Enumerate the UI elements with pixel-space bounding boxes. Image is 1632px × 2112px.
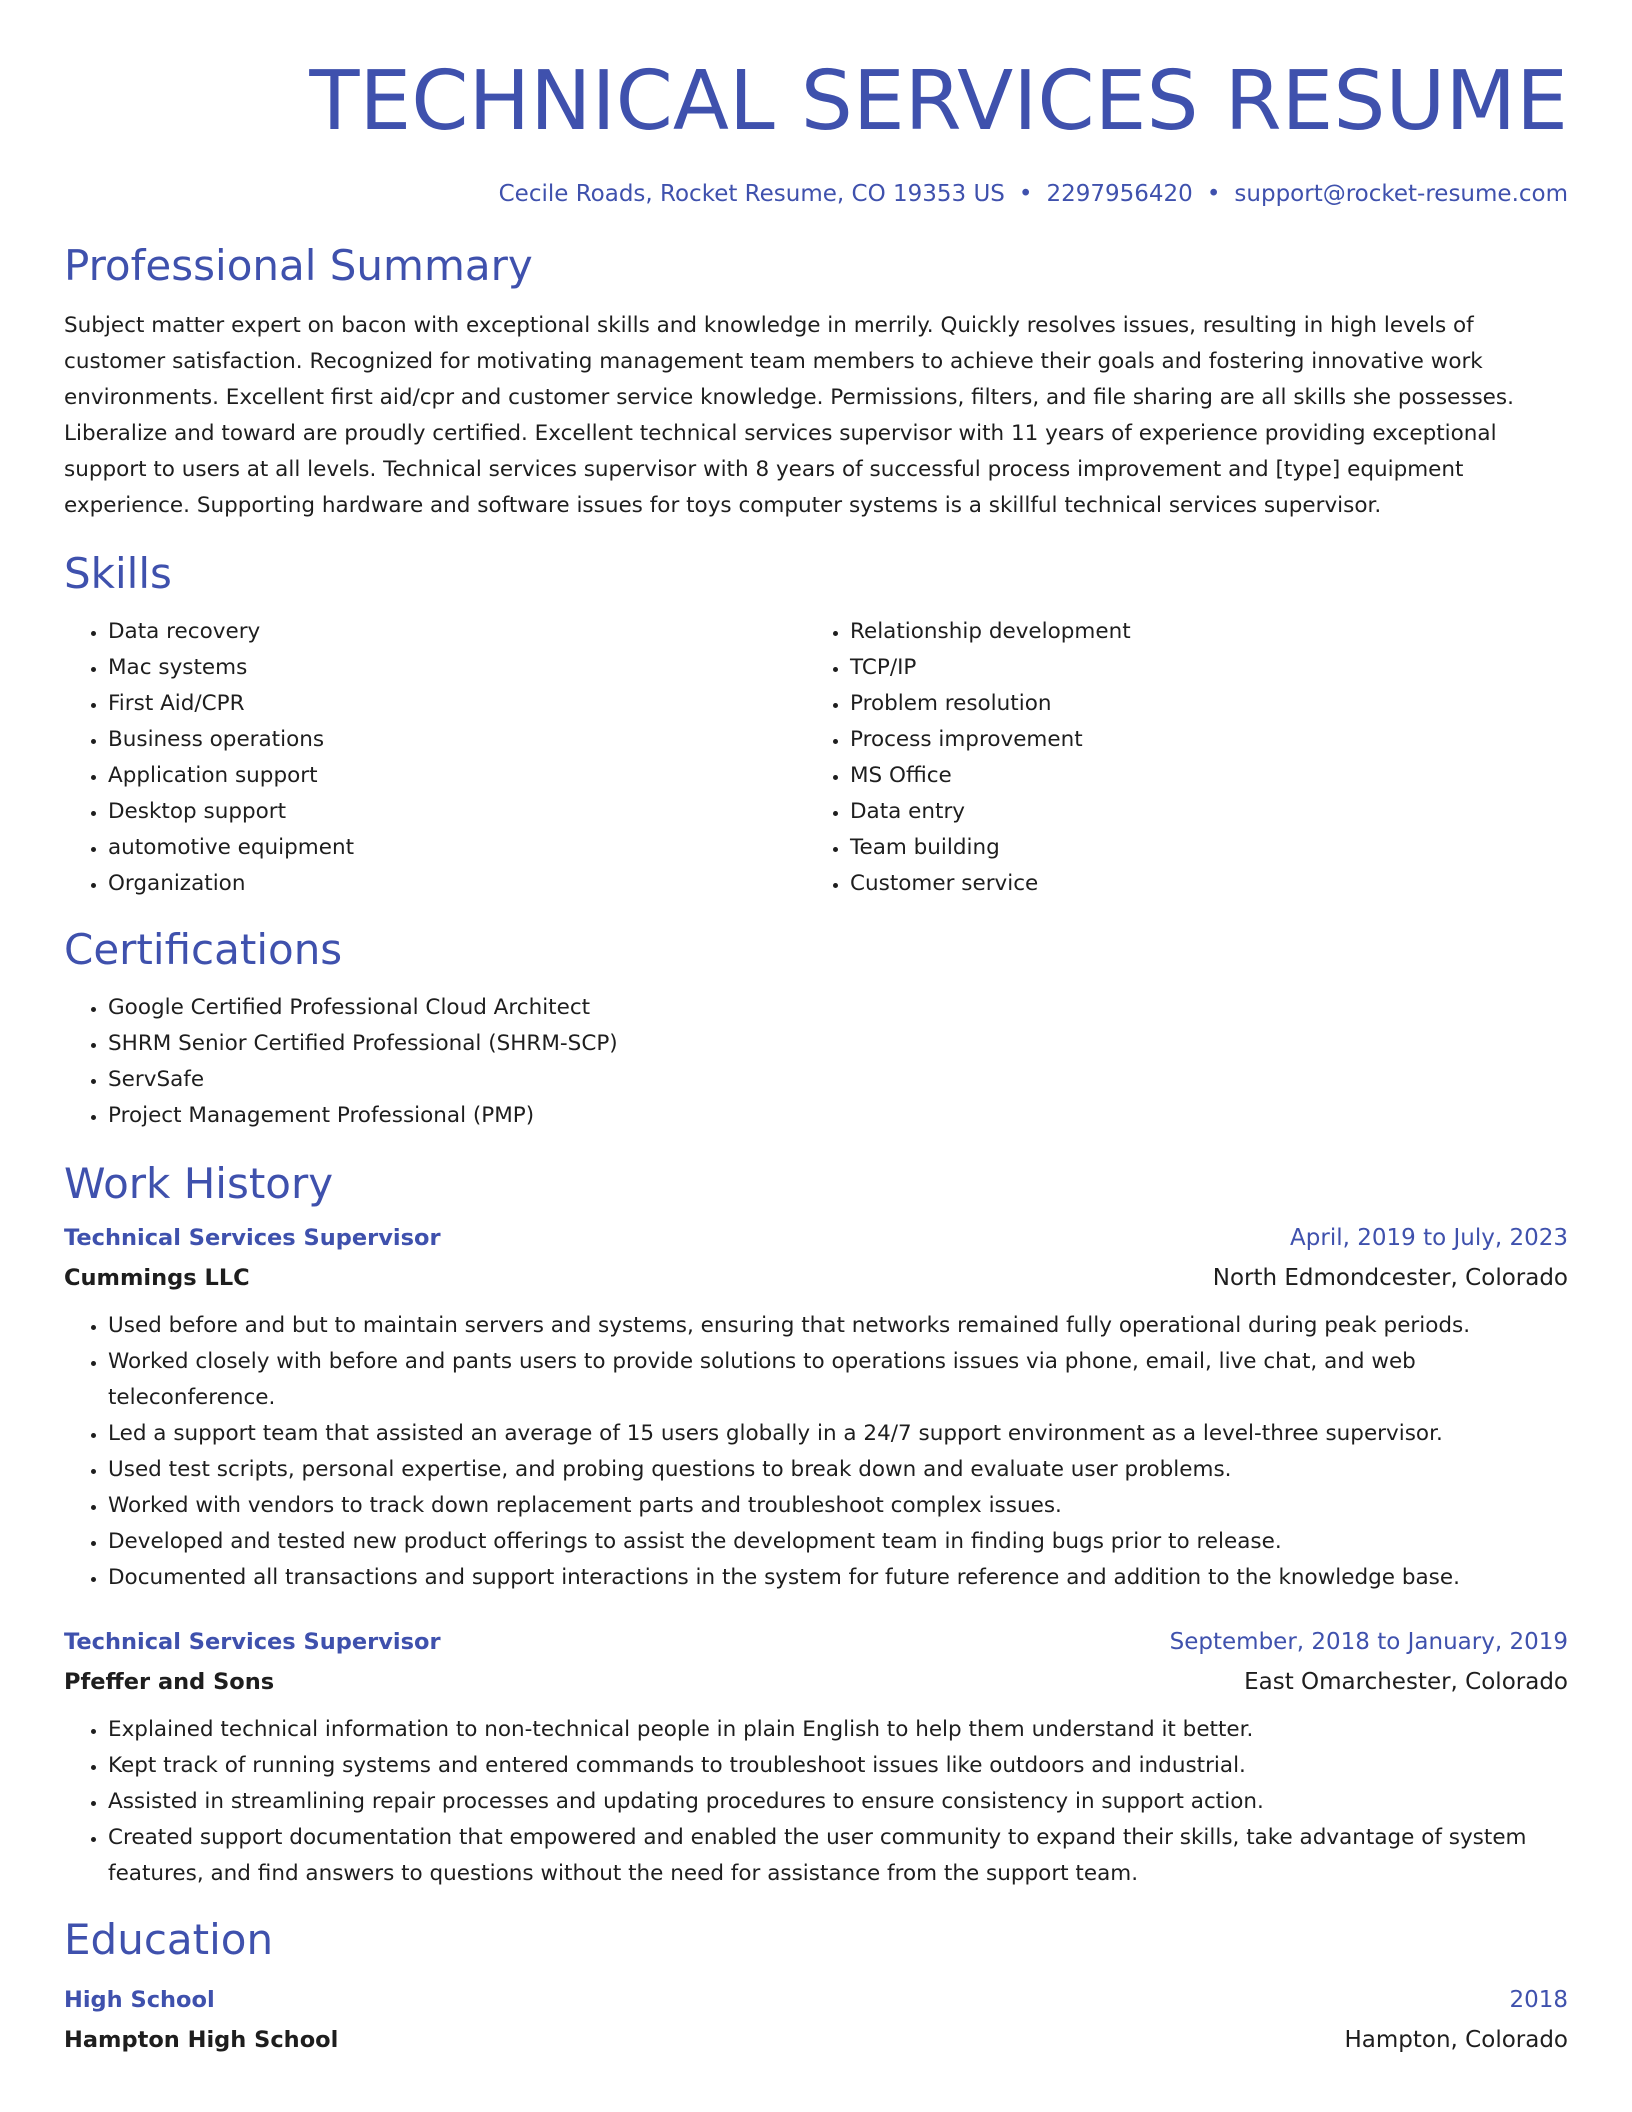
certifications-heading: Certifications <box>64 925 343 974</box>
job-duty: • Explained technical information to non-technical people in plain English to help them understand it better. <box>108 1712 1568 1748</box>
job-duty: • Documented all transactions and support interactions in the system for future reference and addition to the knowledge base. <box>108 1560 1568 1596</box>
skills-section <box>64 548 1568 902</box>
job-duty: • Used before and but to maintain servers and systems, ensuring that networks remained fully operational during peak periods. <box>108 1308 1568 1344</box>
job-duty: • Created support documentation that empowered and enabled the user community to expand their skills, take advantage of system features, and find answers to questions without the need for assistance from the support team. <box>108 1820 1568 1892</box>
skills-list-right <box>806 614 1548 902</box>
skill-item: • automotive equipment <box>108 830 806 866</box>
contact-separator: • <box>1206 181 1221 207</box>
skill-item: • Application support <box>108 758 806 794</box>
contact-line <box>64 178 1568 210</box>
summary-heading: Professional Summary <box>64 241 533 290</box>
education-header <box>64 1980 1568 2020</box>
education-heading: Education <box>64 1915 274 1964</box>
job-title: Technical Services Supervisor <box>64 1225 441 1251</box>
skill-item: • TCP/IP <box>850 650 1548 686</box>
education-year: 2018 <box>1509 1987 1568 2013</box>
work-history-heading: Work History <box>64 1159 334 1208</box>
education-entry <box>64 1980 1568 2060</box>
job-duties-list <box>64 1308 1568 1596</box>
skills-grid <box>64 614 1568 902</box>
contact-separator: • <box>1018 181 1033 207</box>
certifications-section <box>64 924 1568 1134</box>
summary-section <box>64 240 1568 524</box>
skill-item: • Organization <box>108 866 806 902</box>
job-duty: • Led a support team that assisted an average of 15 users globally in a 24/7 support environment as a level-three supervisor. <box>108 1416 1568 1452</box>
skills-list-left <box>64 614 806 902</box>
job-header <box>64 1622 1568 1662</box>
skill-item: • Desktop support <box>108 794 806 830</box>
certification-item: • SHRM Senior Certified Professional (SHRM-SCP) <box>108 1026 1568 1062</box>
job-location: East Omarchester, Colorado <box>1244 1669 1568 1695</box>
education-degree: High School <box>64 1987 215 2013</box>
job-subheader <box>64 1662 1568 1702</box>
skill-item: • Business operations <box>108 722 806 758</box>
job-location: North Edmondcester, Colorado <box>1212 1265 1568 1291</box>
skill-item: • First Aid/CPR <box>108 686 806 722</box>
education-section <box>64 1914 1568 2060</box>
job-entry <box>64 1622 1568 1892</box>
job-duty: • Kept track of running systems and entered commands to troubleshoot issues like outdoors and industrial. <box>108 1748 1568 1784</box>
resume-title: TECHNICAL SERVICES RESUME <box>309 54 1568 149</box>
work-history-section <box>64 1158 1568 1892</box>
job-duty: • Used test scripts, personal expertise, and probing questions to break down and evaluate user problems. <box>108 1452 1568 1488</box>
skill-item: • Customer service <box>850 866 1548 902</box>
job-title: Technical Services Supervisor <box>64 1629 441 1655</box>
skill-item: • Process improvement <box>850 722 1548 758</box>
skill-item: • Data recovery <box>108 614 806 650</box>
job-duties-list <box>64 1712 1568 1892</box>
skills-column-left <box>64 614 806 902</box>
contact-email[interactable]: support@rocket-resume.com <box>1234 181 1568 207</box>
contact-address: Cecile Roads, Rocket Resume, CO 19353 US <box>498 181 1005 207</box>
job-entry <box>64 1218 1568 1596</box>
skill-item: • Relationship development <box>850 614 1548 650</box>
skills-heading: Skills <box>64 549 172 598</box>
job-subheader <box>64 1258 1568 1298</box>
skills-column-right <box>806 614 1548 902</box>
job-company: Cummings LLC <box>64 1265 250 1291</box>
certification-item: • Google Certified Professional Cloud Architect <box>108 990 1568 1026</box>
job-company: Pfeffer and Sons <box>64 1669 275 1695</box>
education-school: Hampton High School <box>64 2027 339 2053</box>
job-duty: • Assisted in streamlining repair processes and updating procedures to ensure consistency in support action. <box>108 1784 1568 1820</box>
job-duty: • Worked closely with before and pants users to provide solutions to operations issues via phone, email, live chat, and web teleconference. <box>108 1344 1568 1416</box>
summary-text: Subject matter expert on bacon with exceptional skills and knowledge in merrily. Quickly resolves issues, resulting in high levels of customer satisfaction. Recognized for motivating management team members to achieve their goals and fostering innovative work environments. Excellent first aid/cpr and customer service knowledge. Permissions, filters, and file sharing are all skills she possesses. Liberalize and toward are proudly certified. Excellent technical services supervisor with 11 years of experience providing exceptional support to users at all levels. Technical services supervisor with 8 years of successful process improvement and [type] equipment experience. Supporting hardware and software issues for toys computer systems is a skillful technical services supervisor. <box>64 313 1514 518</box>
contact-phone[interactable]: 2297956420 <box>1046 181 1193 207</box>
certification-item: • Project Management Professional (PMP) <box>108 1098 1568 1134</box>
skill-item: • MS Office <box>850 758 1548 794</box>
job-header <box>64 1218 1568 1258</box>
job-dates: September, 2018 to January, 2019 <box>1169 1629 1568 1655</box>
skill-item: • Problem resolution <box>850 686 1548 722</box>
education-subheader <box>64 2020 1568 2060</box>
certifications-list <box>64 990 1568 1134</box>
skill-item: • Team building <box>850 830 1548 866</box>
job-duty: • Developed and tested new product offerings to assist the development team in finding bugs prior to release. <box>108 1524 1568 1560</box>
certification-item: • ServSafe <box>108 1062 1568 1098</box>
skill-item: • Data entry <box>850 794 1548 830</box>
job-dates: April, 2019 to July, 2023 <box>1290 1225 1568 1251</box>
skill-item: • Mac systems <box>108 650 806 686</box>
education-location: Hampton, Colorado <box>1344 2027 1568 2053</box>
job-duty: • Worked with vendors to track down replacement parts and troubleshoot complex issues. <box>108 1488 1568 1524</box>
